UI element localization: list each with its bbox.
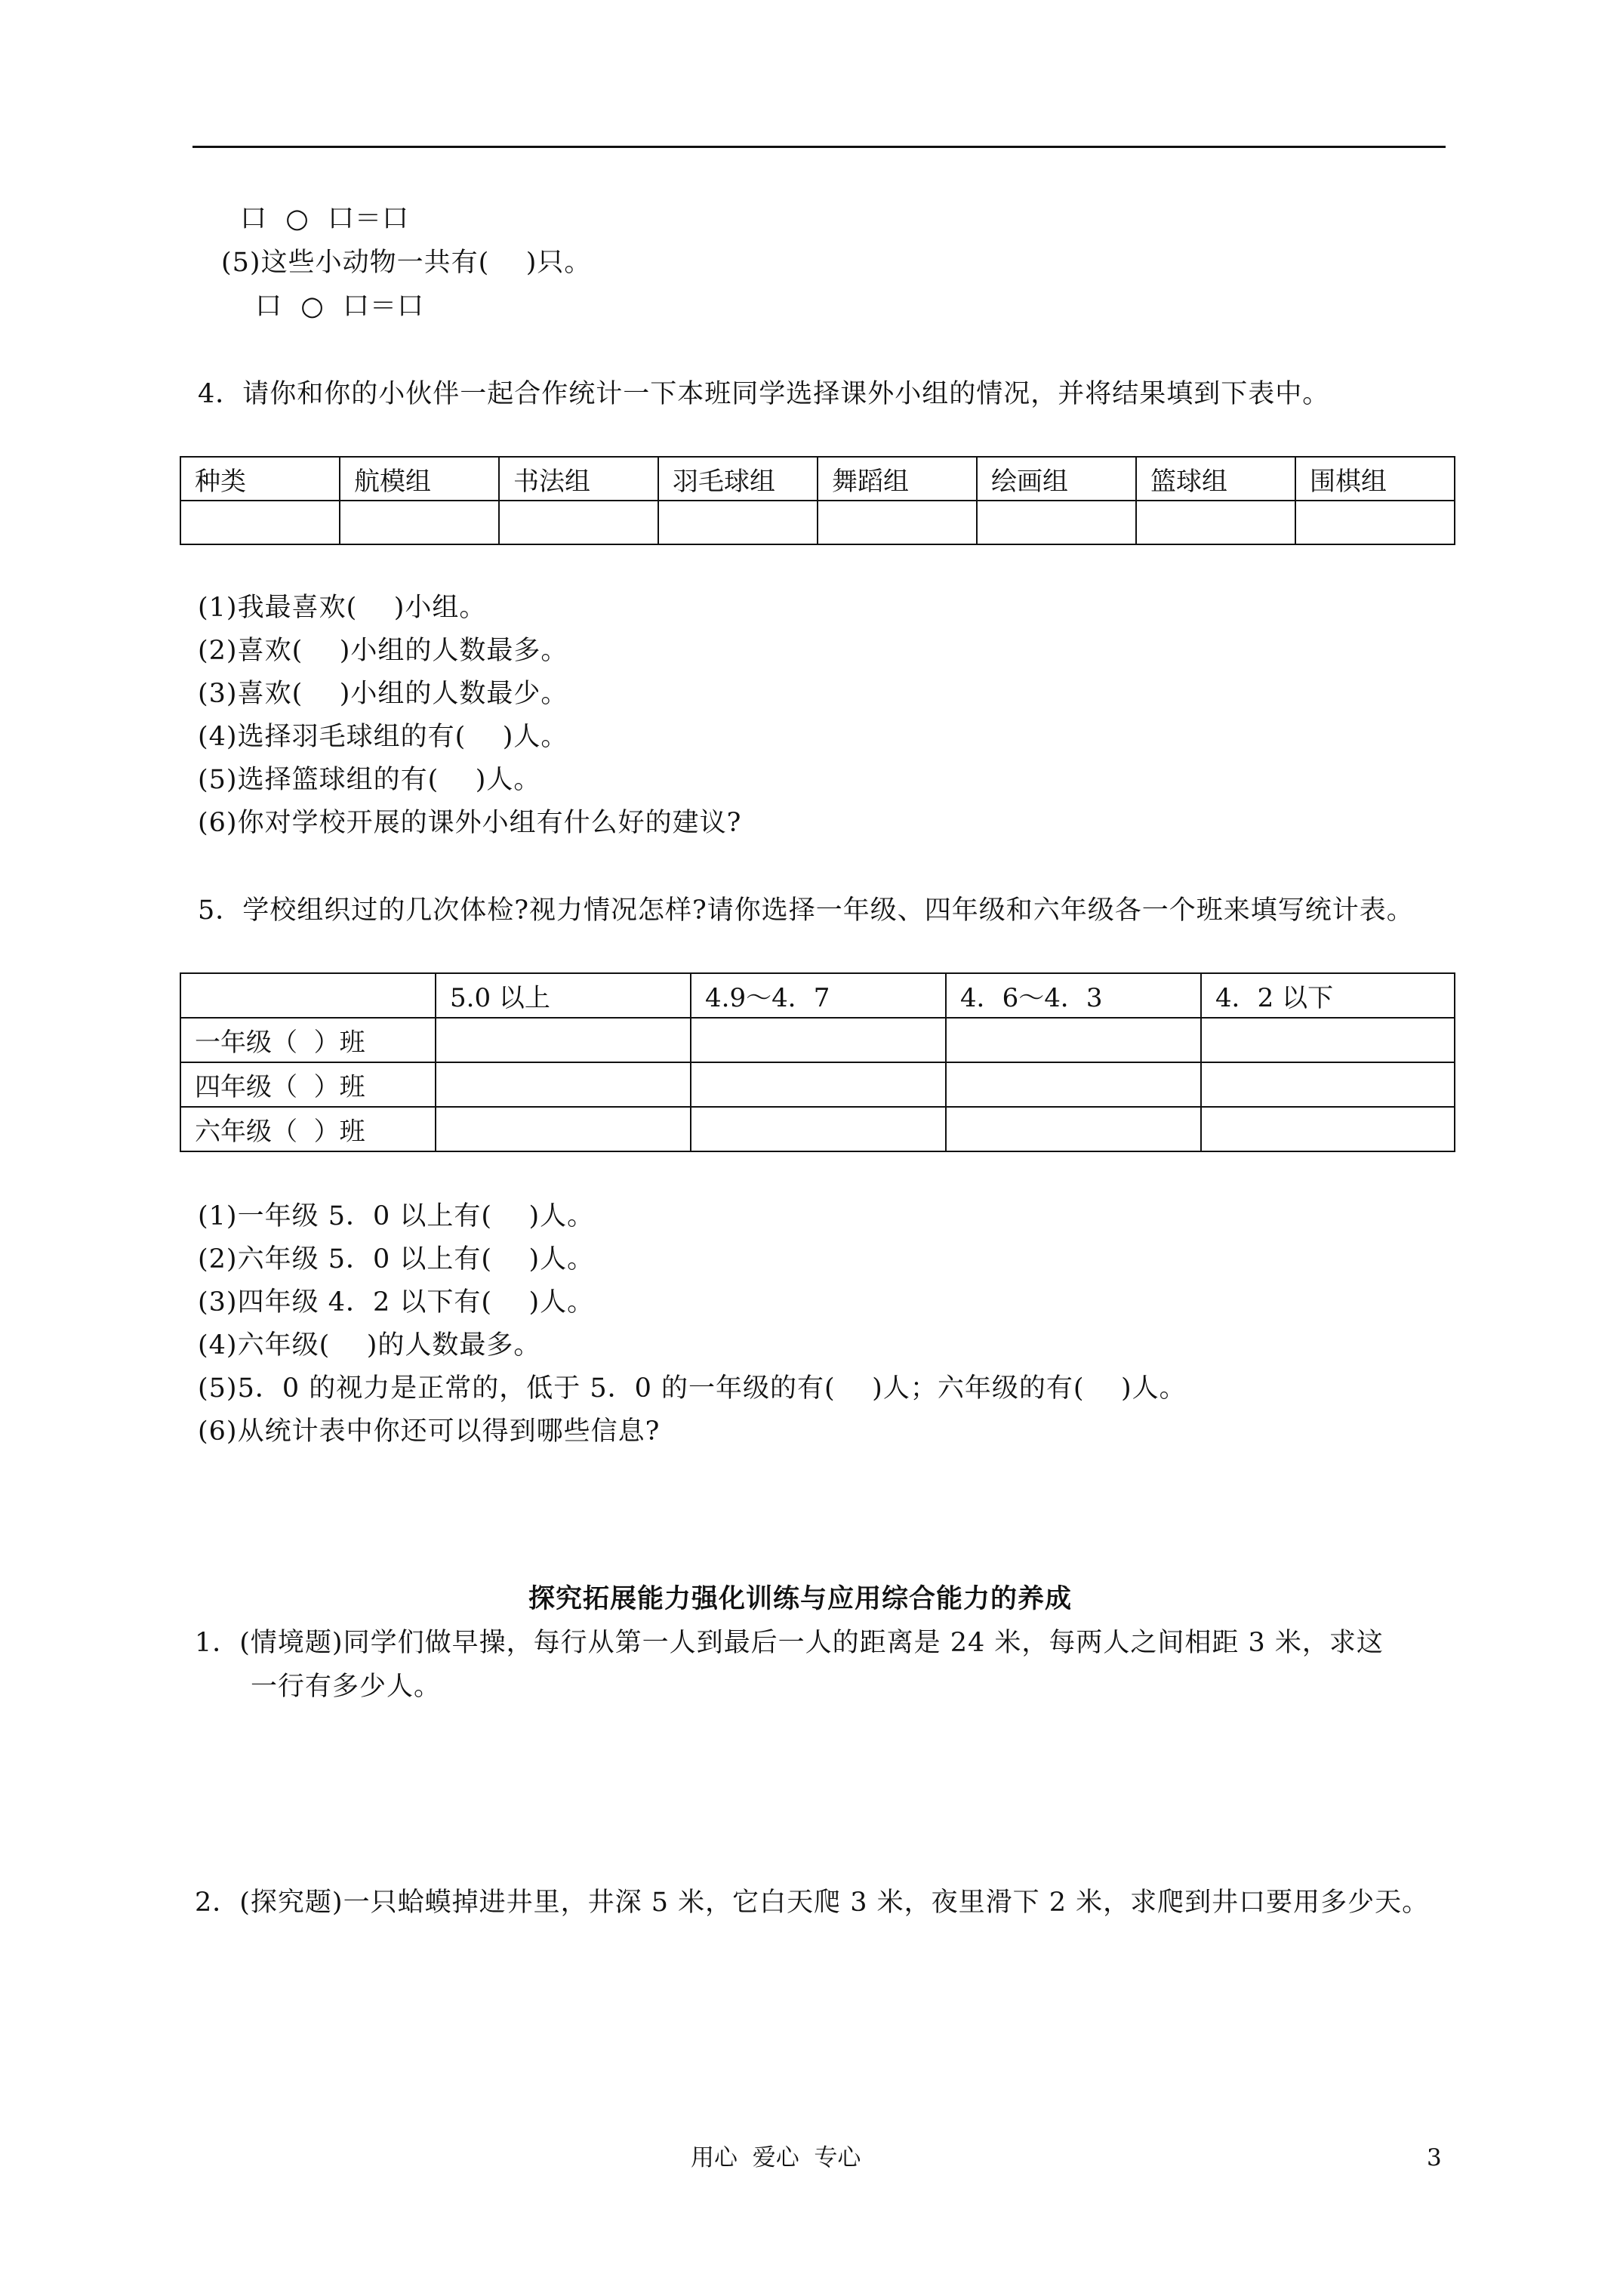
table-header-row — [180, 457, 1455, 501]
table-cell — [691, 1107, 946, 1151]
question-animals-total: (5)这些小动物一共有( )只。 — [221, 248, 592, 278]
table-cell — [436, 1018, 691, 1062]
section-4-question-2: (2)喜欢( )小组的人数最多。 — [198, 636, 568, 666]
table-row-label: 六年级（ ）班 — [180, 1107, 436, 1151]
table-cell — [1201, 1018, 1455, 1062]
table-header-cell: 4．6～4．3 — [946, 973, 1201, 1018]
table-header-cell — [180, 973, 436, 1018]
section-5-question-1: (1)一年级 5．0 以上有( )人。 — [198, 1201, 595, 1231]
table-header-cell: 种类 — [180, 457, 340, 501]
section-5-question-6: (6)从统计表中你还可以得到哪些信息? — [198, 1416, 661, 1447]
table-row-label: 四年级（ ）班 — [180, 1062, 436, 1107]
table-cell — [1136, 501, 1295, 544]
table-cell — [436, 1107, 691, 1151]
formula-line-2: 口 ○ 口＝口 — [255, 291, 425, 322]
extension-problem-1-line-1: 1．(情境题)同学们做早操，每行从第一人到最后一人的距离是 24 米，每两人之间相距 3 米，求这 — [195, 1628, 1384, 1658]
section-4-question-3: (3)喜欢( )小组的人数最少。 — [198, 679, 568, 709]
page-number: 3 — [1427, 2144, 1442, 2171]
section-4-question-1: (1)我最喜欢( )小组。 — [198, 593, 487, 623]
table-row-label: 一年级（ ）班 — [180, 1018, 436, 1062]
table-header-cell: 5.0 以上 — [436, 973, 691, 1018]
table-header-cell: 绘画组 — [977, 457, 1136, 501]
table-cell — [1295, 501, 1455, 544]
section-4-prompt: 4．请你和你的小伙伴一起合作统计一下本班同学选择课外小组的情况，并将结果填到下表中。 — [198, 379, 1330, 409]
section-4-question-5: (5)选择篮球组的有( )人。 — [198, 765, 541, 795]
table-cell — [946, 1062, 1201, 1107]
table-header-cell: 篮球组 — [1136, 457, 1295, 501]
table-header-cell: 4．2 以下 — [1201, 973, 1455, 1018]
table-header-cell: 书法组 — [499, 457, 658, 501]
vision-stats-table — [180, 972, 1455, 1152]
table-header-cell: 围棋组 — [1295, 457, 1455, 501]
footer-motto: 用心 爱心 专心 — [691, 2144, 861, 2171]
extension-problem-1-line-2: 一行有多少人。 — [251, 1672, 442, 1702]
table-header-row — [180, 973, 1455, 1018]
table-row — [180, 1062, 1455, 1107]
section-5-prompt: 5．学校组织过的几次体检?视力情况怎样?请你选择一年级、四年级和六年级各一个班来填写统计表。 — [198, 895, 1414, 926]
section-4-question-4: (4)选择羽毛球组的有( )人。 — [198, 722, 568, 752]
table-cell — [499, 501, 658, 544]
table-cell — [946, 1107, 1201, 1151]
extension-section-title: 探究拓展能力强化训练与应用综合能力的养成 — [528, 1583, 1073, 1614]
section-5-question-4: (4)六年级( )的人数最多。 — [198, 1330, 541, 1361]
header-rule — [192, 146, 1446, 148]
extension-problem-2: 2．(探究题)一只蛤蟆掉进井里，井深 5 米，它白天爬 3 米，夜里滑下 2 米，求爬到井口要用多少天。 — [195, 1888, 1430, 1918]
table-cell — [977, 501, 1136, 544]
table-header-cell: 舞蹈组 — [818, 457, 977, 501]
section-4-question-6: (6)你对学校开展的课外小组有什么好的建议? — [198, 808, 742, 838]
table-cell — [658, 501, 818, 544]
table-cell — [818, 501, 977, 544]
table-row — [180, 1107, 1455, 1151]
table-header-cell: 羽毛球组 — [658, 457, 818, 501]
table-cell — [1201, 1062, 1455, 1107]
section-5-question-2: (2)六年级 5．0 以上有( )人。 — [198, 1244, 595, 1274]
table-cell — [691, 1062, 946, 1107]
table-cell — [436, 1062, 691, 1107]
table-row — [180, 1018, 1455, 1062]
table-header-cell: 4.9～4．7 — [691, 973, 946, 1018]
section-5-question-3: (3)四年级 4．2 以下有( )人。 — [198, 1287, 595, 1318]
table-cell — [340, 501, 499, 544]
section-5-question-5: (5)5．0 的视力是正常的，低于 5．0 的一年级的有( )人；六年级的有( )人。 — [198, 1373, 1187, 1404]
table-header-cell: 航模组 — [340, 457, 499, 501]
table-cell — [180, 501, 340, 544]
table-cell — [946, 1018, 1201, 1062]
table-row — [180, 501, 1455, 544]
table-cell — [691, 1018, 946, 1062]
table-cell — [1201, 1107, 1455, 1151]
formula-line-1: 口 ○ 口＝口 — [240, 204, 410, 234]
activity-groups-table — [180, 456, 1455, 545]
